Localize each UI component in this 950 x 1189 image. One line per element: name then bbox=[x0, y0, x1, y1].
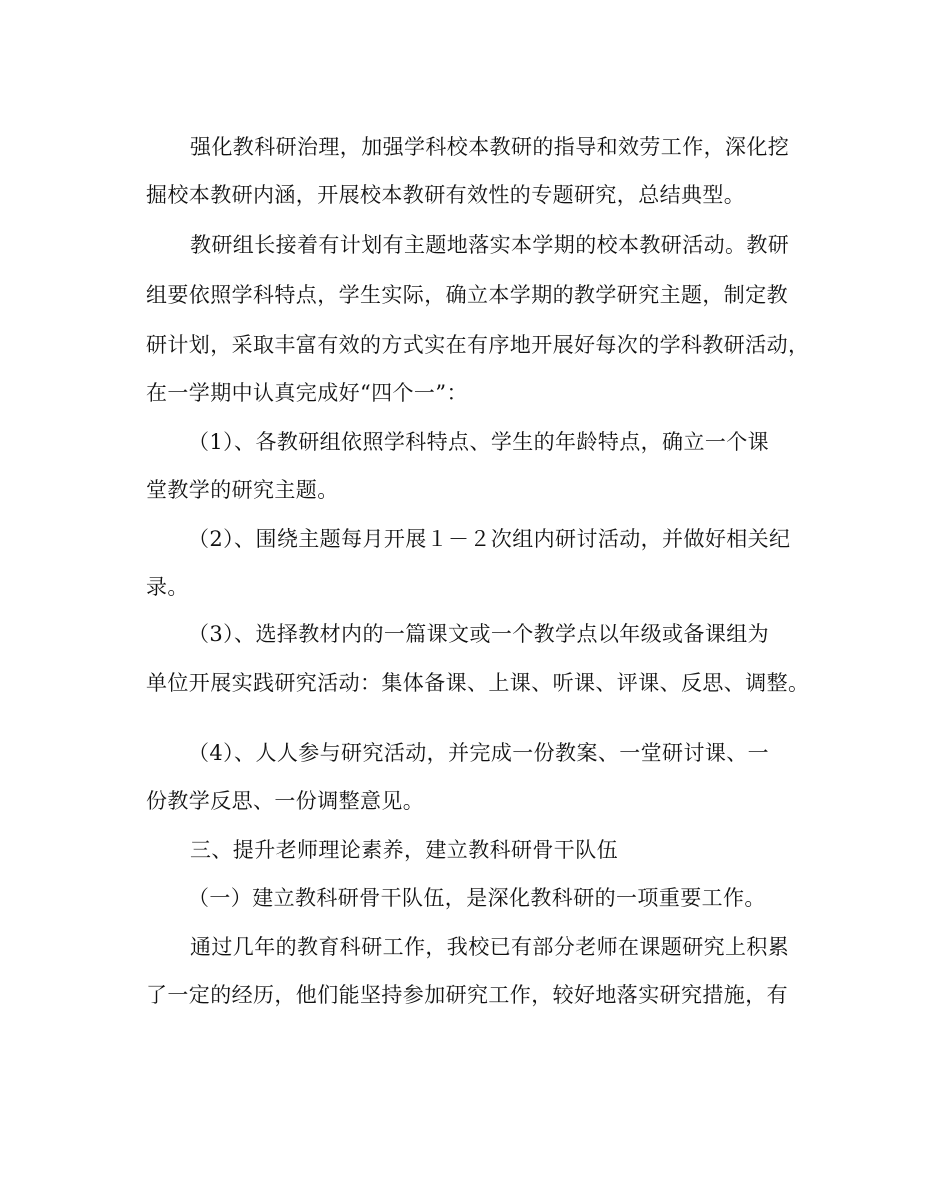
paragraph-1-line-1: 强化教科研治理，加强学科校本教研的指导和效劳工作，深化挖 bbox=[190, 135, 790, 159]
list-item-1-line-2: 堂教学的研究主题。 bbox=[146, 478, 339, 502]
paragraph-final-line-2: 了一定的经历，他们能坚持参加研究工作，较好地落实研究措施，有 bbox=[146, 983, 788, 1007]
list-item-2-line-1: （2）、围绕主题每月开展１－２次组内研讨活动，并做好相关纪 bbox=[188, 527, 791, 551]
paragraph-2-line-2: 组要依照学科特点，学生实际，确立本学期的教学研究主题，制定教 bbox=[146, 283, 788, 307]
list-item-3-line-2: 单位开展实践研究活动：集体备课、上课、听课、评课、反思、调整。 bbox=[146, 671, 810, 695]
paragraph-1-line-2: 掘校本教研内涵，开展校本教研有效性的专题研究，总结典型。 bbox=[146, 183, 746, 207]
paragraph-2-line-3: 研计划，采取丰富有效的方式实在有序地开展好每次的学科教研活动， bbox=[146, 333, 810, 357]
list-item-4-line-1: （4）、人人参与研究活动，并完成一份教案、一堂研讨课、一 bbox=[188, 741, 770, 765]
list-item-1-line-1: （1）、各教研组依照学科特点、学生的年龄特点，确立一个课 bbox=[188, 430, 770, 454]
paragraph-final-line-1: 通过几年的教育科研工作，我校已有部分老师在课题研究上积累 bbox=[190, 935, 790, 959]
paragraph-2-line-4: 在一学期中认真完成好“四个一”： bbox=[146, 381, 468, 405]
paragraph-2-line-1: 教研组长接着有计划有主题地落实本学期的校本教研活动。教研 bbox=[190, 233, 790, 257]
subsection-heading: （一）建立教科研骨干队伍，是深化教科研的一项重要工作。 bbox=[188, 886, 766, 910]
list-item-4-line-2: 份教学反思、一份调整意见。 bbox=[146, 789, 425, 813]
list-item-2-line-2: 录。 bbox=[146, 575, 189, 599]
list-item-3-line-1: （3）、选择教材内的一篇课文或一个教学点以年级或备课组为 bbox=[188, 622, 770, 646]
section-heading: 三、提升老师理论素养，建立教科研骨干队伍 bbox=[190, 838, 618, 862]
